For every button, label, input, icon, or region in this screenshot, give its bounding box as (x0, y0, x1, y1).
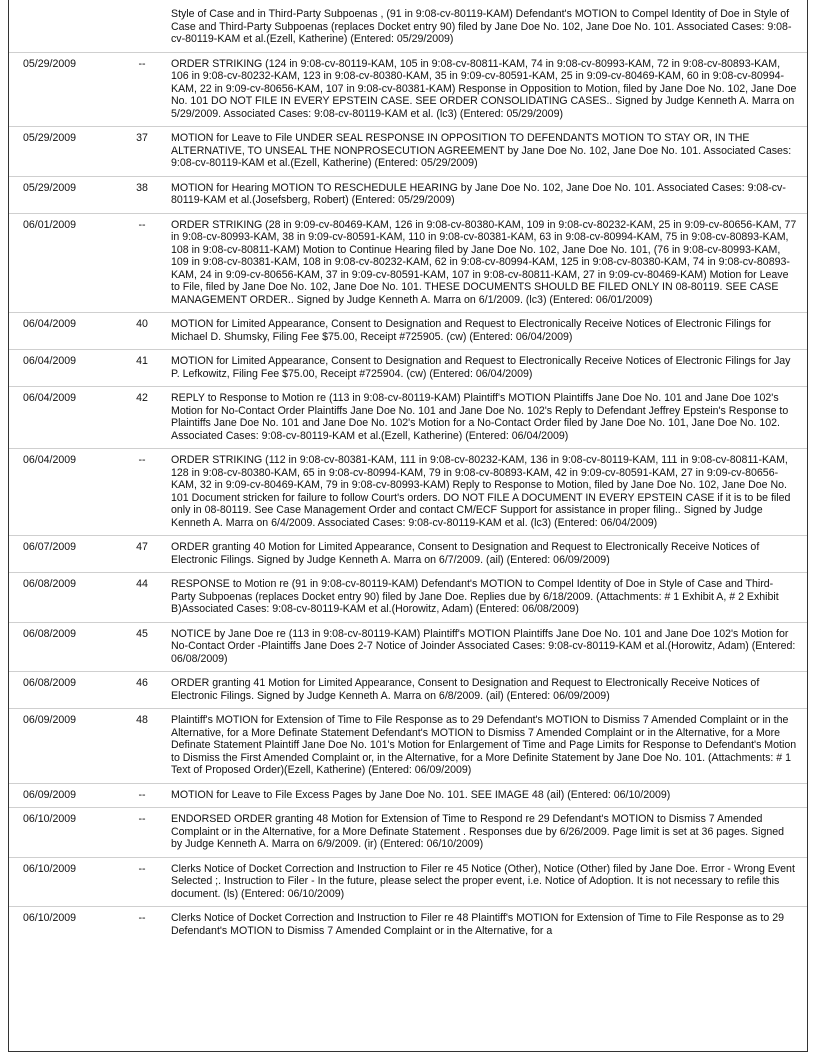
entry-text: Clerks Notice of Docket Correction and Instruction to Filer re 48 Plaintiff's MOTION for Extension of Time to File Response as to 29 Defendant's MOTION to Dismiss 7 Amended Complaint or in the Alternative, for a (167, 907, 807, 944)
docket-entry-row (9, 350, 807, 387)
entry-text: REPLY to Response to Motion re (113 in 9:08-cv-80119-KAM) Plaintiff's MOTION Plaintiffs Jane Doe No. 101 and Jane Doe 102's Motion for No-Contact Order Plaintiffs Jane Doe No. 101 and Jane Doe No. 102's Reply to Defendant Jeffrey Epstein's Response to Plaintiffs Jane Doe No. 101 and Jane Doe No. 102's Motion for a No-Contact Order filed by Jane Doe No. 101, Jane Doe No. 102. Associated Cases: 9:08-cv-80119-KAM et al.(Ezell, Katherine) (Entered: 06/04/2009) (167, 387, 807, 449)
docket-entry-row (9, 176, 807, 213)
docket-table (9, 0, 807, 943)
docket-entry-row (9, 672, 807, 709)
docket-entry-row (9, 783, 807, 808)
entry-text: ORDER granting 41 Motion for Limited Appearance, Consent to Designation and Request to Electronically Receive Notices of Electronic Filings. Signed by Judge Kenneth A. Marra on 6/8/2009. (ail) (Entered: 06/09/2009) (167, 672, 807, 709)
entry-date: 06/04/2009 (9, 350, 117, 387)
entry-text: Clerks Notice of Docket Correction and Instruction to Filer re 45 Notice (Other), Notice (Other) filed by Jane Doe. Error - Wrong Event Selected ;. Instruction to Filer - In the future, please select the proper event, i.e. Notice of Adoption. It is not necessary to refile this document. (ls) (Entered: 06/10/2009) (167, 857, 807, 907)
entry-number: 41 (117, 350, 167, 387)
docket-entry-row (9, 313, 807, 350)
entry-number: -- (117, 213, 167, 313)
entry-date: 06/10/2009 (9, 808, 117, 858)
entry-text: ORDER STRIKING (112 in 9:08-cv-80381-KAM, 111 in 9:08-cv-80232-KAM, 136 in 9:08-cv-80119-KAM, 111 in 9:08-cv-80811-KAM, 128 in 9:08-cv-80380-KAM, 65 in 9:08-cv-80994-KAM, 79 in 9:08-cv-80893-KAM, 42 in 9:09-cv-80591-KAM, 27 in 9:09-cv-80656-KAM, 32 in 9:09-cv-80469-KAM, 79 in 9:08-cv-80993-KAM) Reply to Response to Motion, filed by Jane Doe No. 102, Jane Doe No. 101 Document stricken for failure to follow Court's orders. DO NOT FILE A DOCUMENT IN EVERY EPSTEIN CASE if it is to be filed only in 08-80119. See Case Management Order and contact CM/ECF Support for assistance in proper filing.. Signed by Judge Kenneth A. Marra on 6/4/2009. Associated Cases: 9:08-cv-80119-KAM et al. (lc3) (Entered: 06/04/2009) (167, 449, 807, 536)
docket-entry-row (9, 709, 807, 784)
entry-date (9, 0, 117, 52)
entry-text: MOTION for Hearing MOTION TO RESCHEDULE HEARING by Jane Doe No. 102, Jane Doe No. 101. Associated Cases: 9:08-cv-80119-KAM et al.(Josefsberg, Robert) (Entered: 05/29/2009) (167, 176, 807, 213)
entry-text: ORDER granting 40 Motion for Limited Appearance, Consent to Designation and Request to Electronically Receive Notices of Electronic Filings. Signed by Judge Kenneth A. Marra on 6/7/2009. (ail) (Entered: 06/09/2009) (167, 536, 807, 573)
docket-entry-row (9, 213, 807, 313)
entry-date: 06/09/2009 (9, 709, 117, 784)
entry-number: 37 (117, 127, 167, 177)
docket-entry-row (9, 52, 807, 127)
entry-number: -- (117, 52, 167, 127)
docket-entry-row (9, 907, 807, 944)
entry-number: 46 (117, 672, 167, 709)
docket-entry-row (9, 0, 807, 52)
entry-text: MOTION for Leave to File UNDER SEAL RESPONSE IN OPPOSITION TO DEFENDANTS MOTION TO STAY OR, IN THE ALTERNATIVE, TO UNSEAL THE NONPROSECUTION AGREEMENT by Jane Doe No. 102, Jane Doe No. 101. Associated Cases: 9:08-cv-80119-KAM et al.(Ezell, Katherine) (Entered: 05/29/2009) (167, 127, 807, 177)
entry-number: -- (117, 449, 167, 536)
docket-entry-row (9, 127, 807, 177)
entry-text: NOTICE by Jane Doe re (113 in 9:08-cv-80119-KAM) Plaintiff's MOTION Plaintiffs Jane Doe No. 101 and Jane Doe 102's Motion for No-Contact Order -Plaintiffs Jane Does 2-7 Notice of Joinder Associated Cases: 9:08-cv-80119-KAM et al.(Horowitz, Adam) (Entered: 06/08/2009) (167, 622, 807, 672)
entry-date: 06/10/2009 (9, 907, 117, 944)
docket-entry-row (9, 573, 807, 623)
entry-date: 06/10/2009 (9, 857, 117, 907)
entry-text: ORDER STRIKING (28 in 9:09-cv-80469-KAM, 126 in 9:08-cv-80380-KAM, 109 in 9:08-cv-80232-KAM, 25 in 9:09-cv-80656-KAM, 77 in 9:08-cv-80993-KAM, 38 in 9:09-cv-80591-KAM, 110 in 9:08-cv-80381-KAM, 63 in 9:08-cv-80994-KAM, 75 in 9:08-cv-80893-KAM, 108 in 9:08-cv-80811-KAM) Motion to Continue Hearing filed by Jane Doe No. 102, Jane Doe No. 101, (76 in 9:08-cv-80993-KAM, 109 in 9:08-cv-80381-KAM, 108 in 9:08-cv-80232-KAM, 62 in 9:08-cv-80994-KAM, 125 in 9:08-cv-80380-KAM, 74 in 9:08-cv-80893-KAM, 24 in 9:09-cv-80656-KAM, 37 in 9:09-cv-80591-KAM, 107 in 9:08-cv-80811-KAM, 27 in 9:09-cv-80469-KAM) Motion for Leave to File, filed by Jane Doe No. 102, Jane Doe No. 101. THESE DOCUMENTS SHOULD BE FILED ONLY IN 08-80119. SEE CASE MANAGEMENT ORDER.. Signed by Judge Kenneth A. Marra on 6/1/2009. (lc3) (Entered: 06/01/2009) (167, 213, 807, 313)
entry-date: 06/08/2009 (9, 573, 117, 623)
entry-text: ORDER STRIKING (124 in 9:08-cv-80119-KAM, 105 in 9:08-cv-80811-KAM, 74 in 9:08-cv-80993-KAM, 72 in 9:08-cv-80893-KAM, 106 in 9:08-cv-80232-KAM, 123 in 9:08-cv-80380-KAM, 35 in 9:09-cv-80591-KAM, 25 in 9:09-cv-80469-KAM, 60 in 9:08-cv-80994-KAM, 22 in 9:09-cv-80656-KAM, 107 in 9:08-cv-80381-KAM) Response in Opposition to Motion, filed by Jane Doe No. 102, Jane Doe No. 101 DO NOT FILE IN EVERY EPSTEIN CASE. SEE ORDER CONSOLIDATING CASES.. Signed by Judge Kenneth A. Marra on 5/29/2009. Associated Cases: 9:08-cv-80119-KAM et al. (lc3) (Entered: 05/29/2009) (167, 52, 807, 127)
entry-text: MOTION for Limited Appearance, Consent to Designation and Request to Electronically Receive Notices of Electronic Filings for Jay P. Lefkowitz, Filing Fee $75.00, Receipt #725904. (cw) (Entered: 06/04/2009) (167, 350, 807, 387)
entry-text: ENDORSED ORDER granting 48 Motion for Extension of Time to Respond re 29 Defendant's MOTION to Dismiss 7 Amended Complaint or in the Alternative, for a More Definate Statement . Responses due by 6/26/2009. Page limit is set at 36 pages. Signed by Judge Kenneth A. Marra on 6/9/2009. (ir) (Entered: 06/10/2009) (167, 808, 807, 858)
entry-date: 05/29/2009 (9, 52, 117, 127)
entry-number: -- (117, 783, 167, 808)
entry-number: -- (117, 857, 167, 907)
entry-date: 05/29/2009 (9, 176, 117, 213)
entry-number: 42 (117, 387, 167, 449)
entry-date: 06/04/2009 (9, 387, 117, 449)
entry-number: 45 (117, 622, 167, 672)
entry-text: RESPONSE to Motion re (91 in 9:08-cv-80119-KAM) Defendant's MOTION to Compel Identity of Doe in Style of Case and Third-Party Subpoenas (replaces Docket entry 90) filed by Jane Doe. Replies due by 6/18/2009. (Attachments: # 1 Exhibit A, # 2 Exhibit B)Associated Cases: 9:08-cv-80119-KAM et al.(Horowitz, Adam) (Entered: 06/08/2009) (167, 573, 807, 623)
entry-number: -- (117, 808, 167, 858)
entry-number (117, 0, 167, 52)
docket-entry-row (9, 536, 807, 573)
docket-table-body (9, 0, 807, 943)
docket-entry-row (9, 387, 807, 449)
docket-table-frame (8, 0, 808, 1052)
docket-entry-row (9, 857, 807, 907)
entry-number: -- (117, 907, 167, 944)
entry-text: MOTION for Leave to File Excess Pages by Jane Doe No. 101. SEE IMAGE 48 (ail) (Entered: 06/10/2009) (167, 783, 807, 808)
entry-text: Plaintiff's MOTION for Extension of Time to File Response as to 29 Defendant's MOTION to Dismiss 7 Amended Complaint or in the Alternative, for a More Definate Statement Defendant's MOTION to Dismiss 7 Amended Complaint or in the Alternative, for a More Definate Statement Plaintiff Jane Doe No. 101's Motion for Enlargement of Time and Page Limits for Response to Defendant's Motion to Dismiss the First Amended Complaint or, in the Alternative, for a More Definite Statement by Jane Doe No. 101. (Attachments: # 1 Text of Proposed Order)(Ezell, Katherine) (Entered: 06/09/2009) (167, 709, 807, 784)
docket-entry-row (9, 622, 807, 672)
entry-number: 44 (117, 573, 167, 623)
entry-date: 06/04/2009 (9, 313, 117, 350)
entry-text: MOTION for Limited Appearance, Consent to Designation and Request to Electronically Receive Notices of Electronic Filings for Michael D. Shumsky, Filing Fee $75.00, Receipt #725905. (cw) (Entered: 06/04/2009) (167, 313, 807, 350)
entry-text: Style of Case and in Third-Party Subpoenas , (91 in 9:08-cv-80119-KAM) Defendant's MOTION to Compel Identity of Doe in Style of Case and Third-Party Subpoenas (replaces Docket entry 90) filed by Jane Doe No. 102, Jane Doe No. 101. Associated Cases: 9:08-cv-80119-KAM et al.(Ezell, Katherine) (Entered: 05/29/2009) (171, 8, 792, 45)
entry-date: 06/01/2009 (9, 213, 117, 313)
entry-date: 05/29/2009 (9, 127, 117, 177)
entry-date: 06/08/2009 (9, 622, 117, 672)
docket-entry-row (9, 808, 807, 858)
entry-number: 47 (117, 536, 167, 573)
entry-number: 40 (117, 313, 167, 350)
entry-number: 48 (117, 709, 167, 784)
entry-date: 06/04/2009 (9, 449, 117, 536)
entry-date: 06/07/2009 (9, 536, 117, 573)
entry-date: 06/09/2009 (9, 783, 117, 808)
docket-entry-row (9, 449, 807, 536)
entry-date: 06/08/2009 (9, 672, 117, 709)
entry-number: 38 (117, 176, 167, 213)
